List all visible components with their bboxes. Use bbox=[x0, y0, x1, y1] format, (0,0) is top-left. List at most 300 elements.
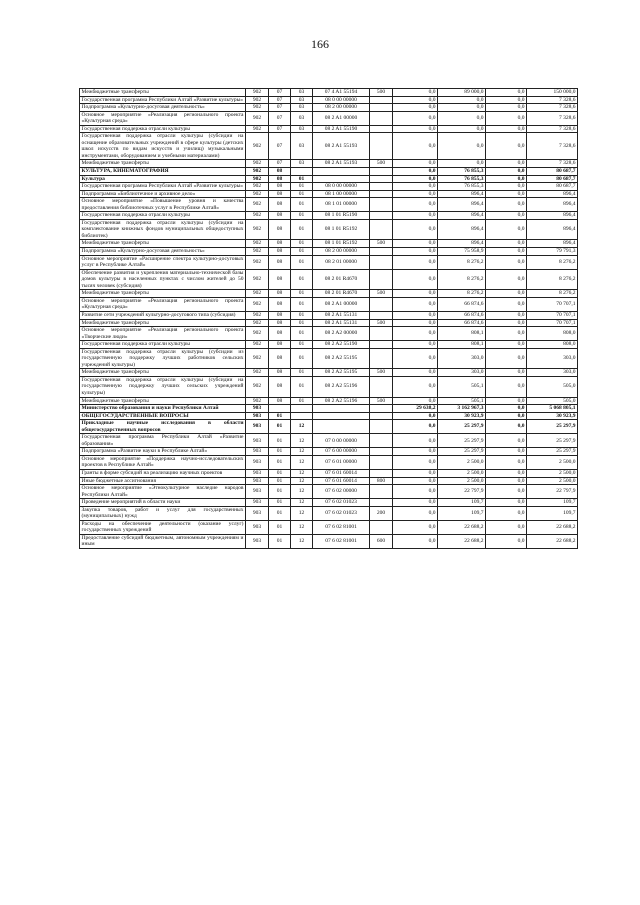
amount-col-1: 0,0 bbox=[393, 348, 438, 369]
amount-col-3: 0,0 bbox=[486, 297, 527, 311]
amount-col-3: 0,0 bbox=[486, 190, 527, 198]
amount-col-4: 5 068 805,1 bbox=[527, 405, 578, 413]
section-code: 08 bbox=[269, 255, 291, 269]
section-code: 08 bbox=[269, 341, 291, 349]
amount-col-1: 0,0 bbox=[393, 248, 438, 256]
expense-type-code: 500 bbox=[370, 319, 393, 327]
section-code: 07 bbox=[269, 133, 291, 160]
subsection-code: 12 bbox=[291, 469, 313, 477]
target-article-code: 08 1 01 R5192 bbox=[313, 240, 370, 248]
amount-col-1: 0,0 bbox=[393, 89, 438, 97]
amount-col-2: 808,1 bbox=[438, 327, 486, 341]
amount-col-1: 0,0 bbox=[393, 520, 438, 534]
amount-col-1: 0,0 bbox=[393, 125, 438, 133]
amount-col-4: 22 688,2 bbox=[527, 534, 578, 548]
amount-col-4: 109,7 bbox=[527, 506, 578, 520]
ministry-code: 902 bbox=[246, 319, 269, 327]
table-row bbox=[80, 219, 578, 240]
amount-col-2: 505,1 bbox=[438, 397, 486, 405]
row-name: Государственная программа Республики Алтай «Развитие образования» bbox=[81, 434, 244, 447]
ministry-code: 902 bbox=[246, 198, 269, 212]
subsection-code: 03 bbox=[291, 111, 313, 125]
target-article-code: 08 2 A2 55196 bbox=[313, 376, 370, 397]
row-name: Межбюджетные трансферты bbox=[80, 290, 246, 298]
amount-col-2: 8 276,2 bbox=[438, 269, 486, 290]
amount-col-3: 0,0 bbox=[486, 219, 527, 240]
amount-col-4: 896,4 bbox=[527, 212, 578, 220]
expense-type-code bbox=[370, 255, 393, 269]
target-article-code bbox=[313, 412, 370, 420]
expense-type-code bbox=[370, 212, 393, 220]
amount-col-3: 0,0 bbox=[486, 89, 527, 97]
amount-col-1: 0,0 bbox=[393, 412, 438, 420]
amount-col-4: 150 000,0 bbox=[527, 89, 578, 97]
target-article-code: 08 0 00 00000 bbox=[313, 183, 370, 191]
amount-col-4: 505,0 bbox=[527, 397, 578, 405]
row-name: Расходы на обеспечение деятельности (оказание услуг) государственных учреждений bbox=[81, 520, 244, 534]
expense-type-code bbox=[370, 405, 393, 413]
section-code: 08 bbox=[269, 269, 291, 290]
row-name: Межбюджетные трансферты bbox=[80, 369, 246, 377]
expense-type-code bbox=[370, 175, 393, 183]
subsection-code: 01 bbox=[291, 248, 313, 256]
ministry-code: 903 bbox=[246, 434, 269, 448]
table-row bbox=[80, 534, 578, 548]
expense-type-code: 500 bbox=[370, 397, 393, 405]
table-row bbox=[80, 405, 578, 413]
amount-col-4: 7 328,6 bbox=[527, 160, 578, 168]
expense-type-code bbox=[370, 469, 393, 477]
subsection-code: 12 bbox=[291, 520, 313, 534]
table-row bbox=[80, 348, 578, 369]
section-code: 08 bbox=[269, 311, 291, 319]
subsection-code: 01 bbox=[291, 348, 313, 369]
amount-col-1: 0,0 bbox=[393, 534, 438, 548]
subsection-code: 01 bbox=[291, 183, 313, 191]
amount-col-2: 303,0 bbox=[438, 348, 486, 369]
section-code: 01 bbox=[269, 412, 291, 420]
amount-col-2: 896,4 bbox=[438, 219, 486, 240]
amount-col-3: 0,0 bbox=[486, 212, 527, 220]
expense-type-code bbox=[370, 341, 393, 349]
section-code: 08 bbox=[269, 319, 291, 327]
expense-type-code bbox=[370, 133, 393, 160]
amount-col-4: 80 687,7 bbox=[527, 183, 578, 191]
row-name: КУЛЬТУРА, КИНЕМАТОГРАФИЯ bbox=[80, 168, 246, 176]
table-row bbox=[80, 477, 578, 485]
table-row bbox=[80, 448, 578, 456]
budget-table bbox=[79, 88, 578, 549]
amount-col-1: 0,0 bbox=[393, 434, 438, 448]
subsection-code: 12 bbox=[291, 477, 313, 485]
target-article-code: 08 2 01 00000 bbox=[313, 255, 370, 269]
ministry-code: 902 bbox=[246, 160, 269, 168]
table-row bbox=[80, 319, 578, 327]
expense-type-code bbox=[370, 111, 393, 125]
ministry-code: 902 bbox=[246, 248, 269, 256]
amount-col-1: 0,0 bbox=[393, 175, 438, 183]
expense-type-code bbox=[370, 376, 393, 397]
amount-col-4: 896,4 bbox=[527, 198, 578, 212]
subsection-code: 12 bbox=[291, 499, 313, 507]
subsection-code: 03 bbox=[291, 160, 313, 168]
row-name: Предоставление субсидий бюджетным, автономным учреждениям и иным bbox=[81, 534, 244, 548]
target-article-code: 07 6 02 81001 bbox=[313, 520, 370, 534]
amount-col-1: 0,0 bbox=[393, 455, 438, 469]
row-name: Обеспечение развития и укрепления материально-технической базы домов культуры в населенных пунктах с числом жителей до 50 тысяч человек (субсидия) bbox=[81, 269, 244, 289]
amount-col-1: 0,0 bbox=[393, 212, 438, 220]
amount-col-1: 0,0 bbox=[393, 269, 438, 290]
amount-col-1: 0,0 bbox=[393, 290, 438, 298]
amount-col-2: 505,1 bbox=[438, 376, 486, 397]
target-article-code: 08 2 A1 00000 bbox=[313, 297, 370, 311]
subsection-code: 01 bbox=[291, 175, 313, 183]
amount-col-2: 22 688,2 bbox=[438, 534, 486, 548]
amount-col-1: 0,0 bbox=[393, 240, 438, 248]
subsection-code: 01 bbox=[291, 397, 313, 405]
row-name: Культура bbox=[80, 175, 246, 183]
table-row bbox=[80, 369, 578, 377]
expense-type-code bbox=[370, 183, 393, 191]
amount-col-3: 0,0 bbox=[486, 405, 527, 413]
ministry-code: 903 bbox=[246, 477, 269, 485]
amount-col-1: 0,0 bbox=[393, 111, 438, 125]
amount-col-3: 0,0 bbox=[486, 327, 527, 341]
table-row bbox=[80, 198, 578, 212]
table-row bbox=[80, 183, 578, 191]
table-row bbox=[80, 412, 578, 420]
target-article-code: 07 0 00 00000 bbox=[313, 434, 370, 448]
expense-type-code: 600 bbox=[370, 534, 393, 548]
subsection-code: 12 bbox=[291, 434, 313, 448]
row-name: Государственная программа Республики Алтай «Развитие культуры» bbox=[80, 183, 246, 191]
row-name: Основное мероприятие «Расширение спектра культурно-досуговых услуг в Республике Алтай» bbox=[81, 255, 244, 269]
row-name: Государственная поддержка отрасли культуры (субсидии на оснащение образовательных учреждений в сфере культуры (детских школ искусств по видам искусств и училищ) музыкальными инструментами, оборудованием и учебными материалами) bbox=[81, 133, 244, 159]
subsection-code: 01 bbox=[291, 219, 313, 240]
target-article-code: 08 2 A1 55131 bbox=[313, 319, 370, 327]
amount-col-3: 0,0 bbox=[486, 290, 527, 298]
amount-col-3: 0,0 bbox=[486, 520, 527, 534]
table-row bbox=[80, 506, 578, 520]
expense-type-code: 500 bbox=[370, 240, 393, 248]
amount-col-3: 0,0 bbox=[486, 133, 527, 160]
section-code: 07 bbox=[269, 125, 291, 133]
amount-col-3: 0,0 bbox=[486, 499, 527, 507]
row-name: Основное мероприятие «Поддержка научно-исследовательских проектов в Республике Алтай» bbox=[81, 455, 244, 469]
expense-type-code bbox=[370, 348, 393, 369]
ministry-code: 902 bbox=[246, 255, 269, 269]
amount-col-1: 0,0 bbox=[393, 104, 438, 112]
subsection-code: 01 bbox=[291, 341, 313, 349]
target-article-code: 08 2 A1 55193 bbox=[313, 133, 370, 160]
row-name: Министерство образования и науки Республики Алтай bbox=[80, 405, 246, 413]
amount-col-1: 0,0 bbox=[393, 469, 438, 477]
amount-col-4: 80 687,7 bbox=[527, 175, 578, 183]
amount-col-4: 896,4 bbox=[527, 240, 578, 248]
table-row bbox=[80, 499, 578, 507]
subsection-code: 01 bbox=[291, 212, 313, 220]
amount-col-3: 0,0 bbox=[486, 183, 527, 191]
target-article-code: 07 6 01 60014 bbox=[313, 469, 370, 477]
target-article-code: 08 2 A1 55193 bbox=[313, 160, 370, 168]
amount-col-2: 76 855,3 bbox=[438, 175, 486, 183]
section-code: 08 bbox=[269, 327, 291, 341]
subsection-code: 01 bbox=[291, 369, 313, 377]
ministry-code: 902 bbox=[246, 212, 269, 220]
subsection-code: 01 bbox=[291, 190, 313, 198]
ministry-code: 902 bbox=[246, 297, 269, 311]
amount-col-4: 808,0 bbox=[527, 327, 578, 341]
table-row bbox=[80, 89, 578, 97]
subsection-code: 12 bbox=[291, 534, 313, 548]
row-name: Проведение мероприятий в области науки bbox=[80, 499, 246, 507]
expense-type-code bbox=[370, 96, 393, 104]
subsection-code: 12 bbox=[291, 455, 313, 469]
ministry-code: 902 bbox=[246, 183, 269, 191]
amount-col-1: 0,0 bbox=[393, 448, 438, 456]
row-name: Подпрограмма «Культурно-досуговая деятельность» bbox=[80, 248, 246, 256]
section-code: 01 bbox=[269, 506, 291, 520]
amount-col-3: 0,0 bbox=[486, 348, 527, 369]
amount-col-4: 109,7 bbox=[527, 499, 578, 507]
amount-col-3: 0,0 bbox=[486, 534, 527, 548]
table-row bbox=[80, 311, 578, 319]
amount-col-2: 896,4 bbox=[438, 198, 486, 212]
amount-col-3: 0,0 bbox=[486, 485, 527, 499]
table-row bbox=[80, 455, 578, 469]
amount-col-1: 0,0 bbox=[393, 477, 438, 485]
target-article-code: 08 2 A1 55190 bbox=[313, 125, 370, 133]
expense-type-code bbox=[370, 198, 393, 212]
table-row bbox=[80, 212, 578, 220]
amount-col-4: 22 688,2 bbox=[527, 520, 578, 534]
amount-col-1: 0,0 bbox=[393, 499, 438, 507]
section-code: 01 bbox=[269, 455, 291, 469]
amount-col-1: 0,0 bbox=[393, 369, 438, 377]
amount-col-3: 0,0 bbox=[486, 96, 527, 104]
amount-col-3: 0,0 bbox=[486, 469, 527, 477]
target-article-code: 08 1 01 00000 bbox=[313, 198, 370, 212]
row-name: Государственная поддержка отрасли культуры bbox=[80, 125, 246, 133]
amount-col-3: 0,0 bbox=[486, 175, 527, 183]
table-row bbox=[80, 255, 578, 269]
section-code: 07 bbox=[269, 96, 291, 104]
table-row bbox=[80, 125, 578, 133]
amount-col-2: 25 297,9 bbox=[438, 448, 486, 456]
ministry-code: 903 bbox=[246, 534, 269, 548]
ministry-code: 903 bbox=[246, 405, 269, 413]
amount-col-2: 66 874,6 bbox=[438, 319, 486, 327]
row-name: Основное мероприятие «Реализация регионального проекта «Культурная среда» bbox=[81, 297, 244, 311]
target-article-code: 08 1 00 00000 bbox=[313, 190, 370, 198]
amount-col-4: 79 791,3 bbox=[527, 248, 578, 256]
table-row bbox=[80, 269, 578, 290]
section-code: 08 bbox=[269, 297, 291, 311]
subsection-code: 01 bbox=[291, 376, 313, 397]
amount-col-3: 0,0 bbox=[486, 319, 527, 327]
row-name: Государственная программа Республики Алтай «Развитие культуры» bbox=[80, 96, 246, 104]
expense-type-code: 500 bbox=[370, 369, 393, 377]
amount-col-1: 0,0 bbox=[393, 198, 438, 212]
row-name: ОБЩЕГОСУДАРСТВЕННЫЕ ВОПРОСЫ bbox=[80, 412, 246, 420]
amount-col-3: 0,0 bbox=[486, 455, 527, 469]
ministry-code: 902 bbox=[246, 219, 269, 240]
table-row bbox=[80, 376, 578, 397]
section-code: 01 bbox=[269, 499, 291, 507]
expense-type-code: 200 bbox=[370, 506, 393, 520]
amount-col-2: 896,4 bbox=[438, 190, 486, 198]
target-article-code: 08 2 A1 00000 bbox=[313, 111, 370, 125]
row-name: Государственная поддержка отрасли культуры (субсидии на комплектование книжных фондов муниципальных общедоступных библиотек) bbox=[81, 219, 244, 239]
amount-col-1: 0,0 bbox=[393, 160, 438, 168]
section-code: 08 bbox=[269, 198, 291, 212]
section-code: 08 bbox=[269, 212, 291, 220]
subsection-code: 01 bbox=[291, 269, 313, 290]
section-code: 08 bbox=[269, 348, 291, 369]
ministry-code: 902 bbox=[246, 111, 269, 125]
amount-col-2: 76 855,3 bbox=[438, 183, 486, 191]
amount-col-4: 25 297,9 bbox=[527, 448, 578, 456]
amount-col-2: 66 874,6 bbox=[438, 297, 486, 311]
amount-col-4: 896,4 bbox=[527, 219, 578, 240]
subsection-code: 12 bbox=[291, 420, 313, 434]
table-row bbox=[80, 290, 578, 298]
ministry-code: 902 bbox=[246, 397, 269, 405]
row-name: Основное мероприятие «Этнокультурное наследие народов Республики Алтай» bbox=[81, 485, 244, 498]
expense-type-code bbox=[370, 448, 393, 456]
ministry-code: 902 bbox=[246, 168, 269, 176]
table-row bbox=[80, 469, 578, 477]
ministry-code: 902 bbox=[246, 190, 269, 198]
row-name: Закупка товаров, работ и услуг для государственных (муниципальных) нужд bbox=[81, 506, 244, 520]
expense-type-code bbox=[370, 455, 393, 469]
amount-col-2: 303,0 bbox=[438, 369, 486, 377]
row-name: Иные бюджетные ассигнования bbox=[80, 477, 246, 485]
expense-type-code bbox=[370, 499, 393, 507]
ministry-code: 902 bbox=[246, 175, 269, 183]
ministry-code: 902 bbox=[246, 96, 269, 104]
ministry-code: 903 bbox=[246, 485, 269, 499]
section-code: 01 bbox=[269, 534, 291, 548]
ministry-code: 903 bbox=[246, 469, 269, 477]
amount-col-3: 0,0 bbox=[486, 198, 527, 212]
subsection-code: 12 bbox=[291, 448, 313, 456]
target-article-code bbox=[313, 405, 370, 413]
amount-col-4: 2 500,0 bbox=[527, 455, 578, 469]
table-row bbox=[80, 485, 578, 499]
amount-col-2: 3 162 967,3 bbox=[438, 405, 486, 413]
amount-col-1: 0,0 bbox=[393, 420, 438, 434]
amount-col-2: 75 958,9 bbox=[438, 248, 486, 256]
amount-col-3: 0,0 bbox=[486, 376, 527, 397]
section-code: 08 bbox=[269, 240, 291, 248]
table-row bbox=[80, 175, 578, 183]
amount-col-2: 22 688,2 bbox=[438, 520, 486, 534]
amount-col-3: 0,0 bbox=[486, 311, 527, 319]
amount-col-3: 0,0 bbox=[486, 111, 527, 125]
subsection-code: 01 bbox=[291, 198, 313, 212]
expense-type-code: 500 bbox=[370, 89, 393, 97]
target-article-code bbox=[313, 168, 370, 176]
section-code: 08 bbox=[269, 190, 291, 198]
ministry-code: 902 bbox=[246, 376, 269, 397]
section-code: 07 bbox=[269, 160, 291, 168]
row-name: Развитие сети учреждений культурно-досугового типа (субсидия) bbox=[80, 311, 246, 319]
table-row bbox=[80, 240, 578, 248]
table-row bbox=[80, 168, 578, 176]
ministry-code: 902 bbox=[246, 348, 269, 369]
amount-col-1: 0,0 bbox=[393, 96, 438, 104]
amount-col-2: 0,0 bbox=[438, 111, 486, 125]
section-code: 07 bbox=[269, 89, 291, 97]
amount-col-4: 80 687,7 bbox=[527, 168, 578, 176]
section-code: 08 bbox=[269, 183, 291, 191]
amount-col-2: 89 000,0 bbox=[438, 89, 486, 97]
row-name: Основное мероприятие «Повышение уровня и качества предоставления библиотечных услуг в Республике Алтай» bbox=[81, 198, 244, 211]
row-name: Подпрограмма «Библиотечное и архивное дело» bbox=[80, 190, 246, 198]
amount-col-2: 0,0 bbox=[438, 125, 486, 133]
ministry-code: 903 bbox=[246, 420, 269, 434]
row-name: Гранты в форме субсидий на реализацию научных проектов bbox=[80, 469, 246, 477]
target-article-code: 08 0 00 00000 bbox=[313, 96, 370, 104]
row-name: Основное мероприятие «Реализация регионального проекта «Творческие люди» bbox=[81, 327, 244, 340]
amount-col-1: 0,0 bbox=[393, 506, 438, 520]
target-article-code: 08 2 A2 00000 bbox=[313, 327, 370, 341]
target-article-code: 07 6 02 01023 bbox=[313, 506, 370, 520]
amount-col-1: 0,0 bbox=[393, 133, 438, 160]
amount-col-3: 0,0 bbox=[486, 341, 527, 349]
section-code: 08 bbox=[269, 219, 291, 240]
table-row bbox=[80, 160, 578, 168]
section-code: 07 bbox=[269, 111, 291, 125]
amount-col-2: 2 500,0 bbox=[438, 455, 486, 469]
subsection-code: 03 bbox=[291, 89, 313, 97]
amount-col-3: 0,0 bbox=[486, 168, 527, 176]
amount-col-3: 0,0 bbox=[486, 506, 527, 520]
amount-col-2: 896,4 bbox=[438, 240, 486, 248]
ministry-code: 903 bbox=[246, 455, 269, 469]
amount-col-2: 0,0 bbox=[438, 133, 486, 160]
section-code: 01 bbox=[269, 520, 291, 534]
amount-col-1: 0,0 bbox=[393, 219, 438, 240]
amount-col-2: 30 923,9 bbox=[438, 412, 486, 420]
amount-col-4: 8 276,2 bbox=[527, 255, 578, 269]
section-code: 08 bbox=[269, 397, 291, 405]
amount-col-2: 896,4 bbox=[438, 212, 486, 220]
subsection-code bbox=[291, 168, 313, 176]
amount-col-4: 7 328,6 bbox=[527, 111, 578, 125]
subsection-code: 12 bbox=[291, 485, 313, 499]
amount-col-2: 25 297,9 bbox=[438, 420, 486, 434]
expense-type-code bbox=[370, 269, 393, 290]
expense-type-code bbox=[370, 327, 393, 341]
subsection-code: 01 bbox=[291, 297, 313, 311]
amount-col-2: 22 797,9 bbox=[438, 485, 486, 499]
expense-type-code bbox=[370, 248, 393, 256]
ministry-code: 903 bbox=[246, 448, 269, 456]
amount-col-4: 505,0 bbox=[527, 376, 578, 397]
amount-col-1: 0,0 bbox=[393, 319, 438, 327]
target-article-code: 08 2 A2 55190 bbox=[313, 341, 370, 349]
amount-col-1: 0,0 bbox=[393, 485, 438, 499]
amount-col-2: 2 500,0 bbox=[438, 477, 486, 485]
amount-col-4: 2 500,0 bbox=[527, 469, 578, 477]
table-row bbox=[80, 96, 578, 104]
section-code bbox=[269, 405, 291, 413]
amount-col-4: 8 276,2 bbox=[527, 290, 578, 298]
ministry-code: 903 bbox=[246, 506, 269, 520]
expense-type-code: 800 bbox=[370, 477, 393, 485]
